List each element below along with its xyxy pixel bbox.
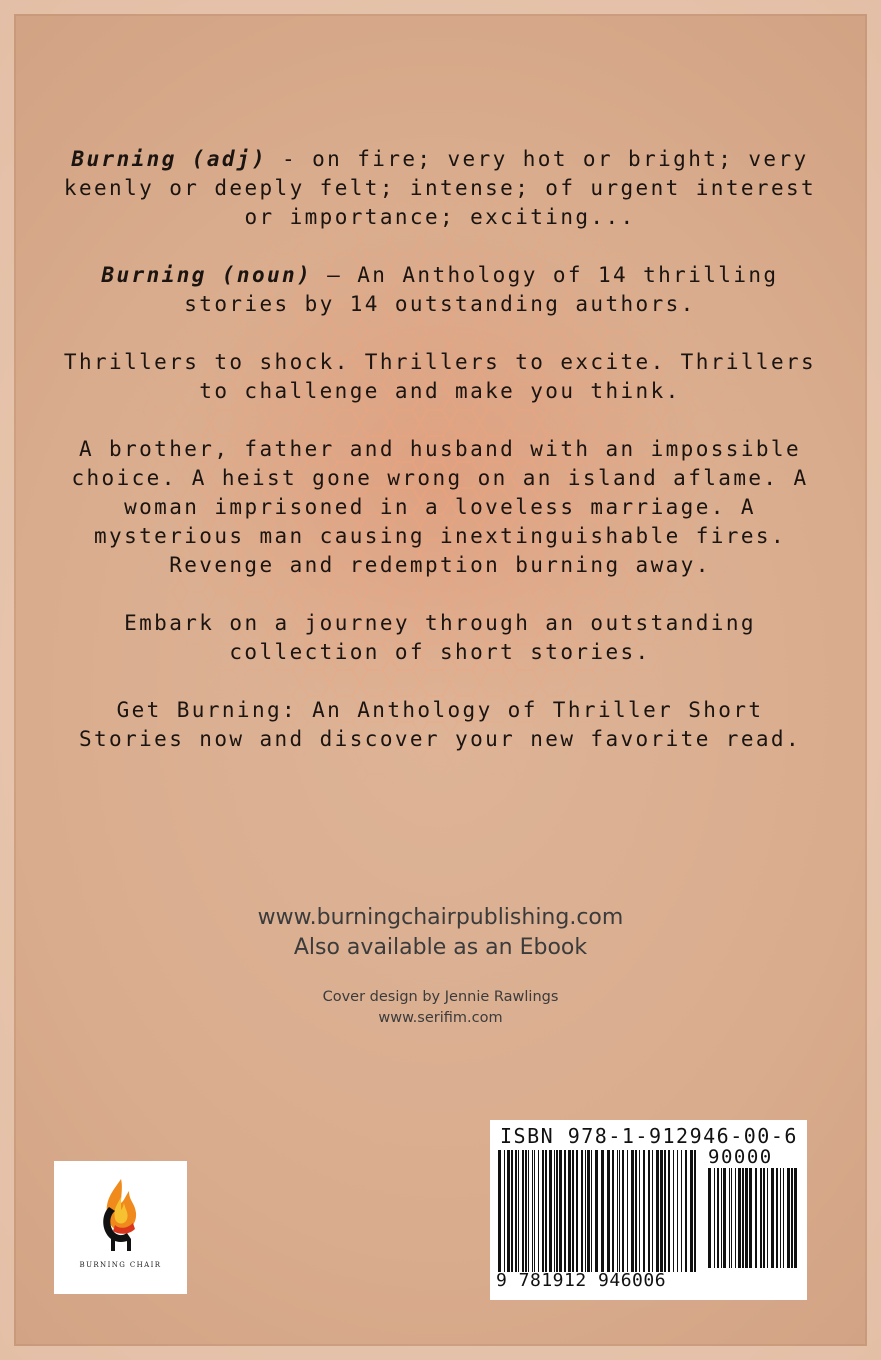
publisher-logo <box>54 1161 187 1294</box>
designer-website: www.serifim.com <box>378 1010 503 1026</box>
barcode-bar <box>595 1150 598 1272</box>
barcode-bar <box>576 1150 578 1272</box>
barcode-bar <box>581 1150 583 1272</box>
barcode-bar <box>542 1150 544 1272</box>
definition-noun <box>60 261 820 319</box>
barcode-bar <box>783 1168 784 1268</box>
barcode-bar <box>656 1150 659 1272</box>
barcode-bar <box>755 1168 757 1268</box>
publisher-info <box>0 903 881 963</box>
barcode-bar <box>507 1150 510 1272</box>
barcode-bar <box>545 1150 547 1272</box>
definition-adjective-text: - on fire; very hot or bright; very keenly or deeply felt; intense; of urgent interest or importance; exciting... <box>63 147 817 229</box>
barcode-bar <box>780 1168 781 1268</box>
barcode-bar <box>714 1168 715 1268</box>
barcode-bar <box>538 1150 539 1272</box>
blurb-text <box>60 145 820 783</box>
barcode-bar <box>532 1150 533 1272</box>
ebook-availability: Also available as an Ebook <box>293 935 588 960</box>
barcode-bar <box>660 1150 663 1272</box>
definition-adjective-term: Burning (adj) <box>71 147 267 171</box>
barcode-bar <box>518 1150 519 1272</box>
definition-noun-text: – An Anthology of 14 thrilling stories by 14 outstanding authors. <box>184 263 779 316</box>
barcode-bar <box>612 1150 614 1272</box>
barcode-bar <box>639 1150 640 1272</box>
barcode-bar <box>664 1150 666 1272</box>
plots-paragraph: A brother, father and husband with an impossible choice. A heist gone wrong on an island aflame. A woman imprisoned in a loveless marriage. A mysterious man causing inextinguishable fires. Revenge and redemption burning away. <box>71 437 809 577</box>
barcode-bar <box>631 1150 634 1272</box>
barcode-bar <box>627 1150 628 1272</box>
barcode-bar <box>635 1150 637 1272</box>
barcode-bar <box>776 1168 778 1268</box>
barcode-bar <box>771 1168 774 1268</box>
barcode-bar <box>564 1150 566 1272</box>
barcode-bar <box>498 1150 501 1272</box>
ean-barcode <box>498 1150 698 1272</box>
barcode-bar <box>681 1150 682 1272</box>
barcode-bar <box>763 1168 765 1268</box>
barcode-bar <box>673 1150 674 1272</box>
embark-paragraph: Embark on a journey through an outstanding collection of short stories. <box>124 611 756 664</box>
barcode-bar <box>504 1150 505 1272</box>
barcode-bar <box>515 1150 517 1272</box>
barcode-bar <box>528 1150 529 1272</box>
barcode-bar <box>619 1150 620 1272</box>
barcode-bar <box>723 1168 726 1268</box>
definition-adjective <box>60 145 820 232</box>
ean-digits: 9 781912 946006 <box>496 1270 667 1291</box>
barcode-bar <box>617 1150 618 1272</box>
barcode-bar <box>668 1150 670 1272</box>
barcode-bar <box>607 1150 610 1272</box>
barcode-bar <box>559 1150 562 1272</box>
barcode-bar <box>554 1150 555 1272</box>
publisher-logo-name: BURNING CHAIR <box>79 1261 162 1269</box>
barcode-bar <box>729 1168 730 1268</box>
barcode-bar <box>690 1150 693 1272</box>
barcode-bar <box>601 1150 604 1272</box>
publisher-website: www.burningchairpublishing.com <box>257 905 624 930</box>
barcode-bar <box>767 1168 768 1268</box>
barcode-bar <box>522 1150 524 1272</box>
barcode-bar <box>735 1168 736 1268</box>
definition-noun-term: Burning (noun) <box>101 263 313 287</box>
barcode-bar <box>731 1168 732 1268</box>
flame-chair-icon <box>91 1177 151 1257</box>
barcode-bar <box>643 1150 645 1272</box>
barcode-bar <box>694 1150 696 1272</box>
cover-designer: Cover design by Jennie Rawlings <box>322 989 559 1005</box>
isbn-label: ISBN 978-1-912946-00-6 <box>500 1124 798 1148</box>
barcode-bar <box>591 1150 592 1272</box>
barcode-bar <box>585 1150 586 1272</box>
call-to-action-paragraph: Get Burning: An Anthology of Thriller Short Stories now and discover your new favorite read. <box>78 698 802 751</box>
addon-barcode <box>708 1168 800 1268</box>
barcode-bar <box>525 1150 527 1272</box>
barcode-bar <box>745 1168 748 1268</box>
barcode-bar <box>708 1168 711 1268</box>
cover-credits <box>0 987 881 1029</box>
barcode-bar <box>652 1150 653 1272</box>
barcode-bar <box>787 1168 790 1268</box>
barcode-bar <box>511 1150 513 1272</box>
barcode-bar <box>749 1168 752 1268</box>
barcode-bar <box>648 1150 650 1272</box>
barcode-bar <box>572 1150 574 1272</box>
barcode-bar <box>587 1150 590 1272</box>
barcode-bar <box>742 1168 744 1268</box>
barcode-bar <box>622 1150 624 1272</box>
barcode-bar <box>568 1150 571 1272</box>
barcode-bar <box>791 1168 793 1268</box>
barcode-bar <box>534 1150 535 1272</box>
barcode-bar <box>721 1168 722 1268</box>
barcode-bar <box>760 1168 762 1268</box>
thrillers-paragraph: Thrillers to shock. Thrillers to excite. Thrillers to challenge and make you think. <box>63 350 817 403</box>
barcode-bar <box>556 1150 558 1272</box>
price-addon-code: 90000 <box>708 1146 773 1168</box>
barcode-bar <box>717 1168 719 1268</box>
barcode-bar <box>677 1150 678 1272</box>
barcode-bar <box>794 1168 797 1268</box>
barcode-bar <box>738 1168 741 1268</box>
barcode-block <box>490 1120 807 1300</box>
barcode-bar <box>549 1150 552 1272</box>
barcode-bar <box>685 1150 687 1272</box>
